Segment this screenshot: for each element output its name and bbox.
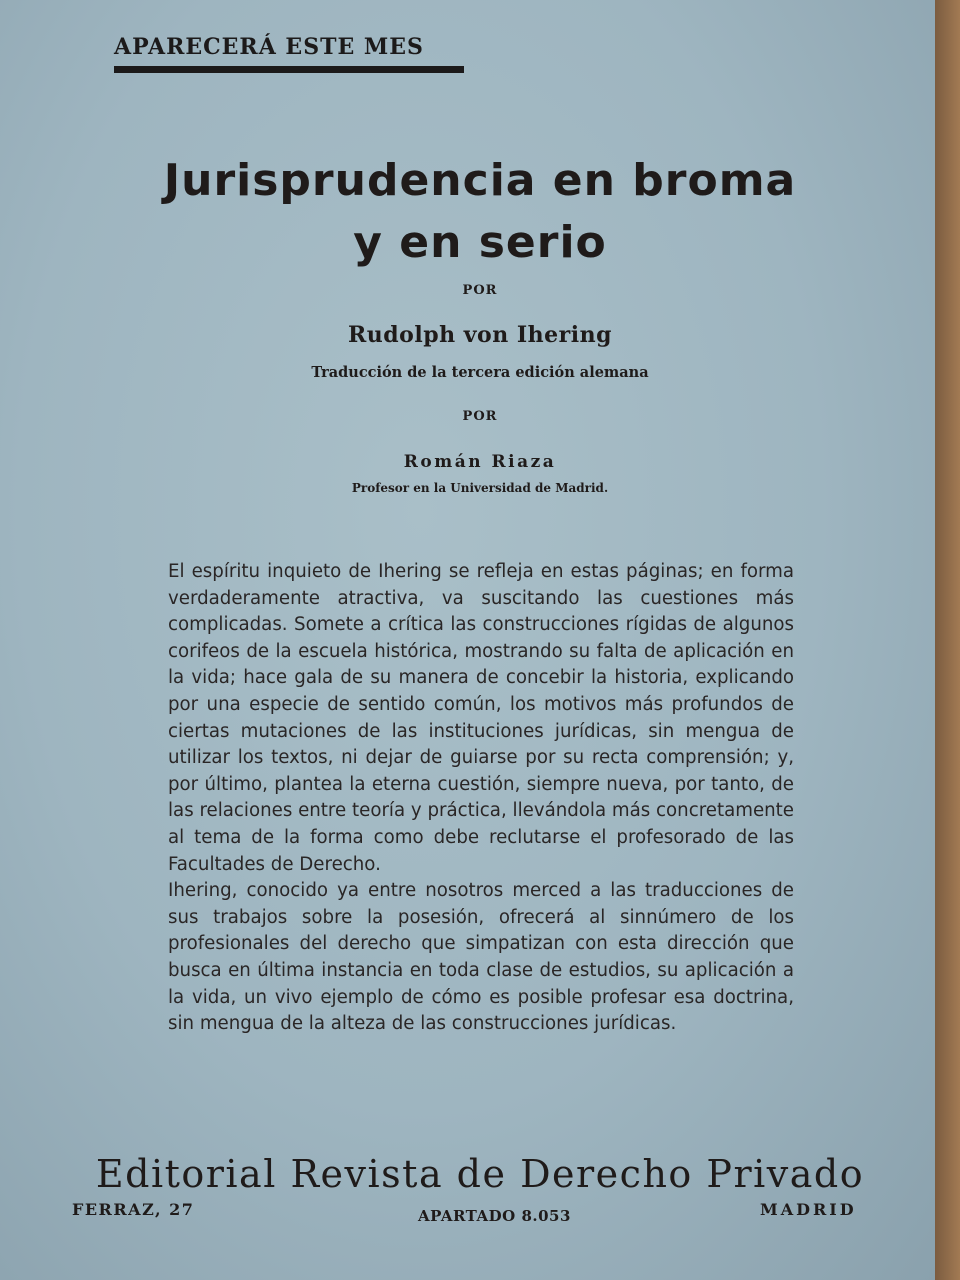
- publisher-name: Editorial Revista de Derecho Privado: [95, 1152, 865, 1196]
- translation-note: Traducción de la tercera edición alemana: [311, 364, 649, 381]
- book-title-line-2: y en serio: [353, 217, 607, 268]
- book-binding: [935, 0, 960, 1280]
- book-title-line-1: Jurisprudencia en broma: [163, 155, 797, 206]
- description-paragraph-2: Ihering, conocido ya entre nosotros merced a las traducciones de sus trabajos sobre la posesión, ofrecerá al sinnúmero de los profesionales del derecho que simpatizan con esta dirección que busca en última instancia en toda clase de estudios, su aplicación a la vida, un vivo ejemplo de cómo es posible profesar esa doctrina, sin mengua de la alteza de las construcciones jurídicas.: [168, 880, 794, 1035]
- author-name: Rudolph von Ihering: [348, 322, 612, 348]
- description-paragraph-1: El espíritu inquieto de Ihering se refleja en estas páginas; en forma verdaderamente atractiva, va suscitando las cuestiones más complicadas. Somete a crítica las construcciones rígidas de algunos corifeos de la escuela histórica, mostrando su falta de aplicación en la vida; hace gala de su manera de concebir la historia, explicando por una especie de sentido común, los motivos más profundos de ciertas mutaciones de las instituciones jurídicas, sin mengua de utilizar los textos, ni dejar de guiarse por su recta comprensión; y, por último, plantea la eterna cuestión, siempre nueva, por tanto, de las relaciones entre teoría y práctica, llevándola más concretamente al tema de la forma como debe reclutarse el profesorado de las Facultades de Derecho.: [168, 561, 794, 875]
- by-label-translator: POR: [462, 409, 498, 424]
- description: [168, 559, 794, 1038]
- header-label: APARECERÁ ESTE MES: [114, 34, 424, 60]
- translator-name: Román Riaza: [403, 452, 557, 472]
- book-title: [60, 150, 900, 274]
- publisher-po-box: APARTADO 8.053: [418, 1207, 571, 1225]
- translator-affiliation: Profesor en la Universidad de Madrid.: [351, 481, 609, 495]
- publisher-street: FERRAZ, 27: [72, 1200, 195, 1219]
- by-label-author: POR: [462, 283, 498, 298]
- header-rule: [114, 66, 464, 73]
- publisher-city: MADRID: [760, 1200, 857, 1219]
